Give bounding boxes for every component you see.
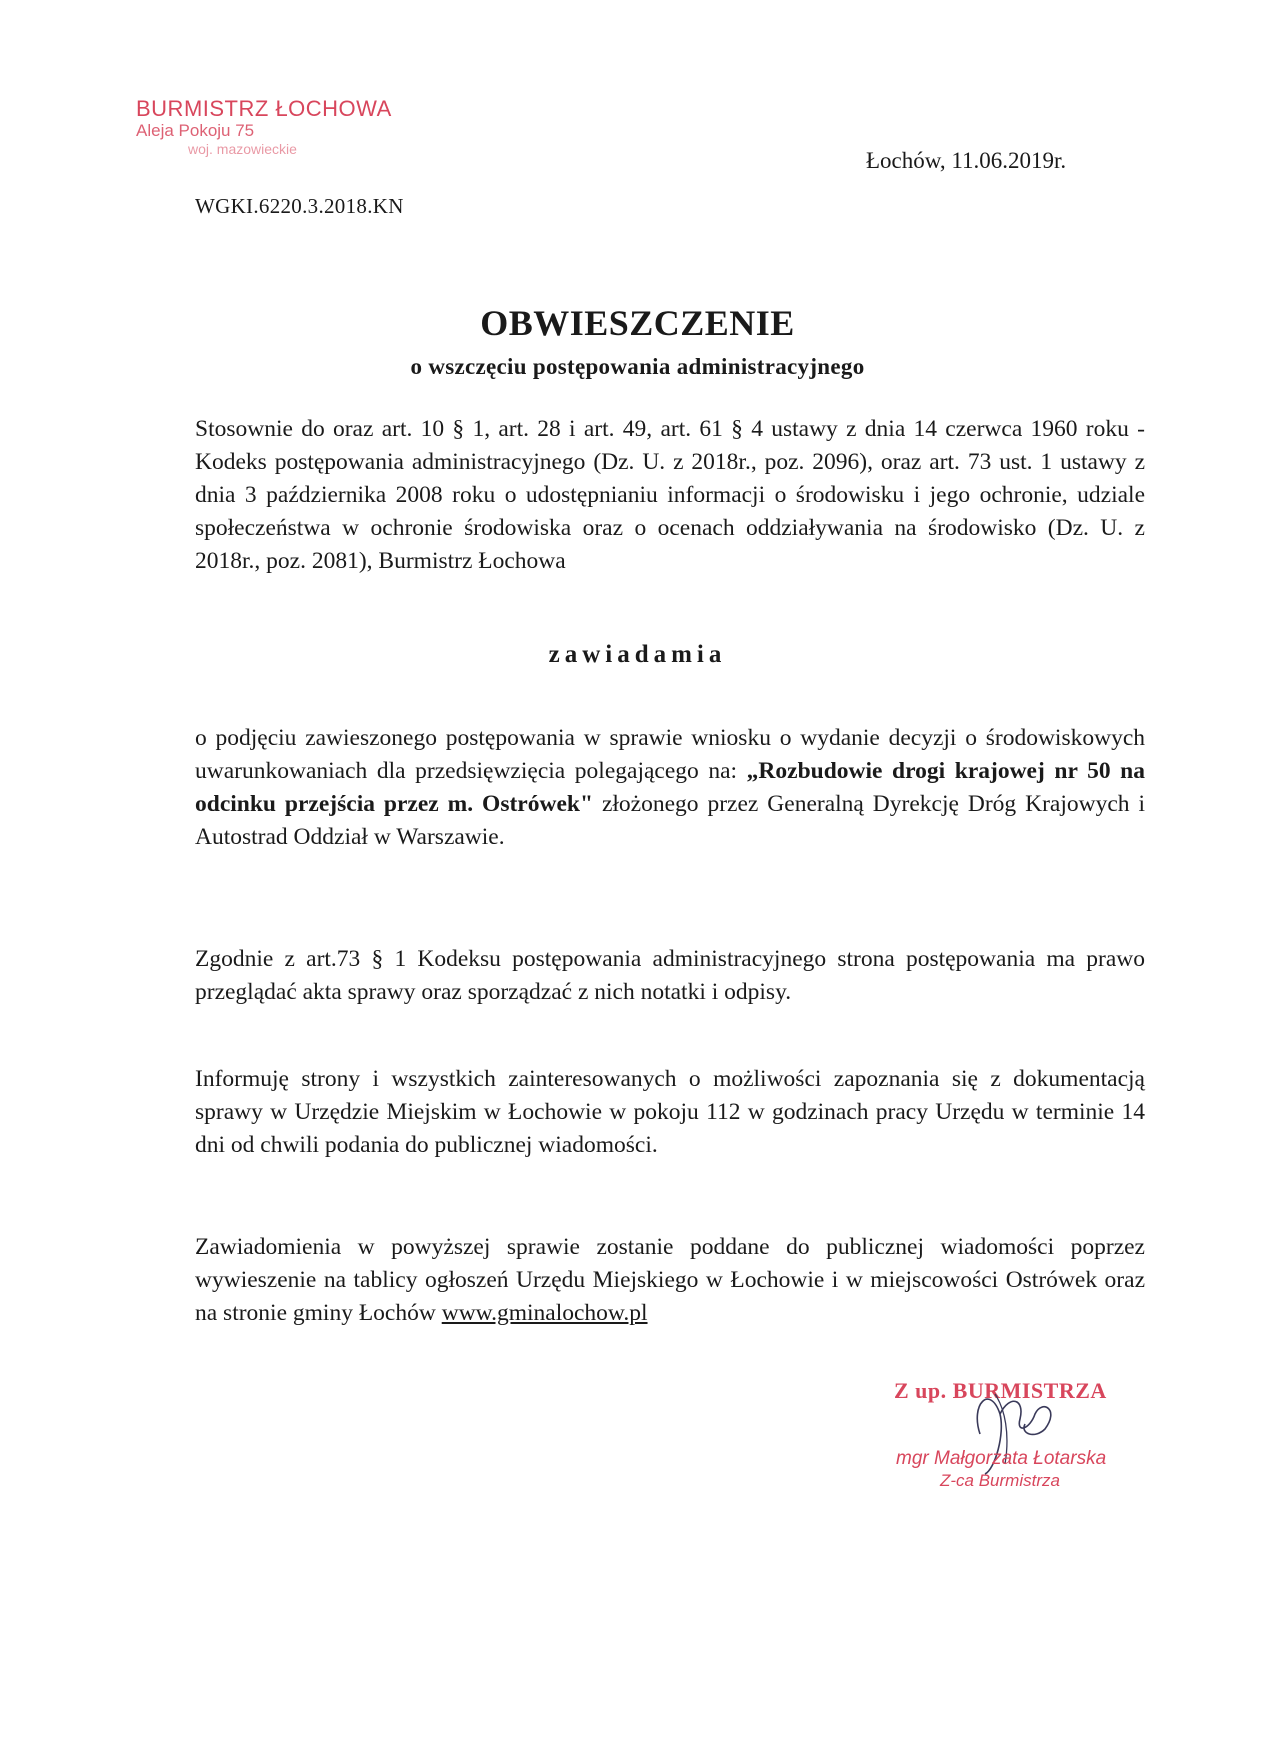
document-title: OBWIESZCZENIE: [480, 303, 795, 343]
document-date: Łochów, 11.06.2019r.: [866, 148, 1067, 173]
document-subtitle: o wszczęciu postępowania administracyjnego: [410, 354, 865, 379]
paragraph-subject: [195, 722, 1145, 854]
publication-text: Zawiadomienia w powyższej sprawie zostanie poddane do publicznej wiadomości poprzez wywieszenie na tablicy ogłoszeń Urzędu Miejskiego w Łochowie i w miejscowości Ostrówek oraz na stronie gminy Łochów: [195, 1234, 1145, 1326]
signatory-role: Z-ca Burmistrza: [940, 1471, 1060, 1490]
header-stamp: [136, 96, 392, 157]
subject-rest: złożonego przez Generalną Dyrekcję Dróg Krajowych i Autostrad Oddział w Warszawie.: [195, 791, 1145, 850]
reference-number: WGKI.6220.3.2018.KN: [195, 194, 404, 218]
notify-heading: zawiadamia: [548, 641, 727, 668]
stamp-title: BURMISTRZ ŁOCHOWA: [136, 96, 392, 121]
stamp-address: Aleja Pokoju 75: [136, 121, 255, 141]
paragraph-publication: [195, 1231, 1145, 1330]
signature-stamp: [880, 1378, 1180, 1498]
project-name: „Rozbudowie drogi krajowej nr 50 na odcinku przejścia przez m. Ostrówek": [195, 758, 1145, 817]
signatory-name: mgr Małgorzata Łotarska: [896, 1448, 1107, 1469]
paragraph-legal-basis: Stosownie do oraz art. 10 § 1, art. 28 i art. 49, art. 61 § 4 ustawy z dnia 14 czerwca 1960 roku - Kodeks postępowania administracyjnego (Dz. U. z 2018r., poz. 2096), oraz art. 73 ust. 1 ustawy z dnia 3 października 2008 roku o udostępnianiu informacji o środowisku i jego ochronie, udziale społeczeństwa w ochronie środowiska oraz o ocenach oddziaływania na środowisko (Dz. U. z 2018r., poz. 2081), Burmistrz Łochowa: [195, 416, 1145, 574]
website-link[interactable]: www.gminalochow.pl: [441, 1300, 648, 1326]
paragraph-rights: Zgodnie z art.73 § 1 Kodeksu postępowania administracyjnego strona postępowania ma prawo przeglądać akta sprawy oraz sporządzać z nich notatki i odpisy.: [195, 946, 1145, 1005]
subject-intro: o podjęciu zawieszonego postępowania w sprawie wniosku o wydanie decyzji o środowiskowych uwarunkowaniach dla przedsięwzięcia polegającego na:: [195, 725, 1145, 784]
stamp-region: woj. mazowieckie: [188, 140, 297, 157]
paragraph-information: Informuję strony i wszystkich zainteresowanych o możliwości zapoznania się z dokumentacją sprawy w Urzędzie Miejskim w Łochowie w pokoju 112 w godzinach pracy Urzędu w terminie 14 dni od chwili podania do publicznej wiadomości.: [195, 1066, 1145, 1158]
signature-authority: Z up. BURMISTRZA: [894, 1378, 1107, 1403]
